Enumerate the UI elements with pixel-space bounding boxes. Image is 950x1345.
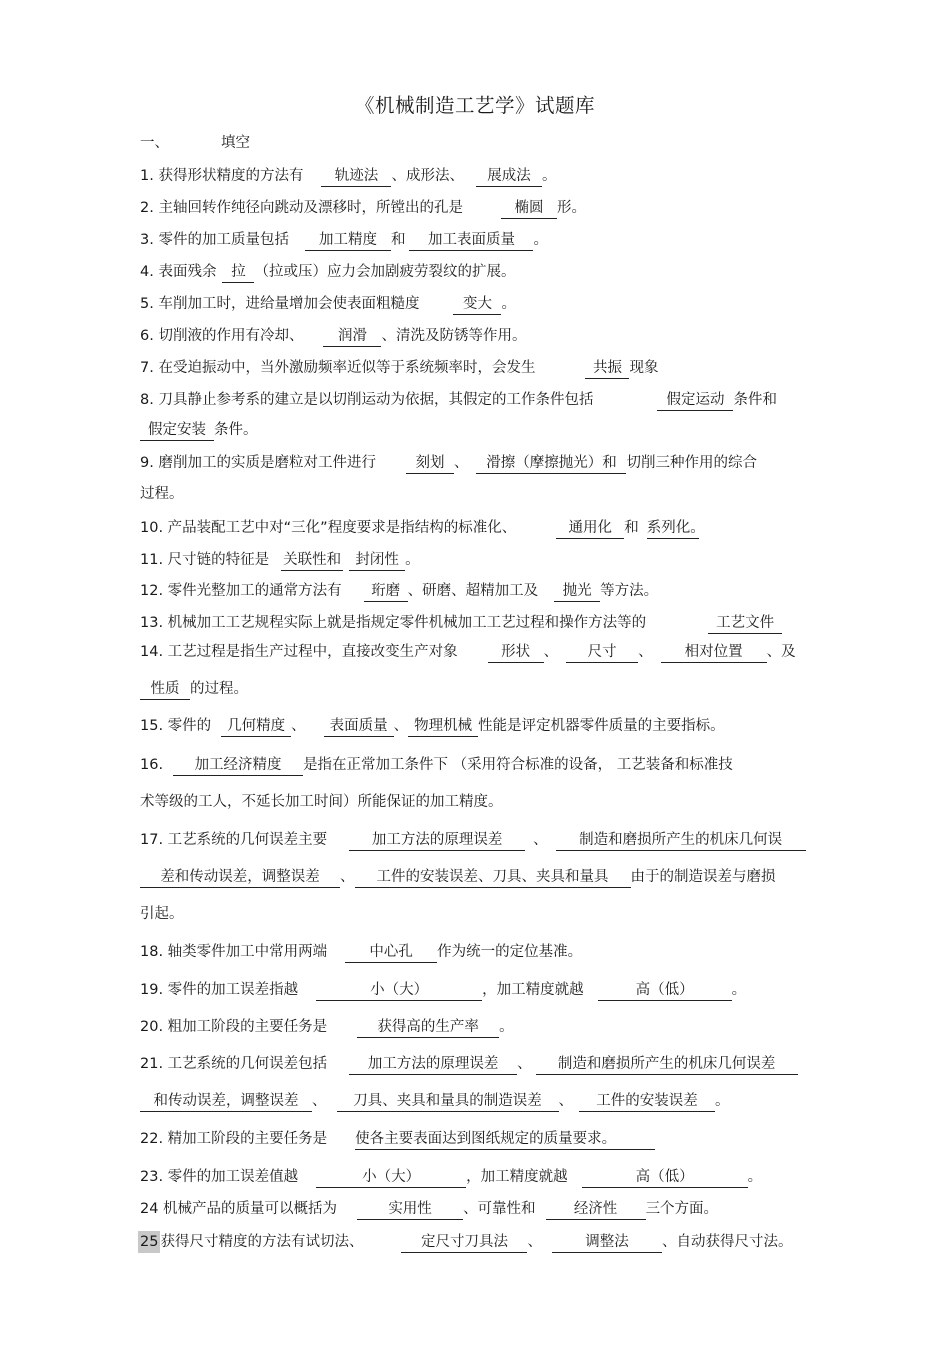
question-3 bbox=[140, 230, 548, 251]
answer-blank: 珩磨 bbox=[364, 582, 408, 602]
answer-blank: 展成法 bbox=[476, 167, 542, 187]
answer-blank: 高（低） bbox=[598, 981, 732, 1001]
question-text: 18. 轴类零件加工中常用两端 bbox=[140, 944, 328, 960]
answer-blank: 形状 bbox=[488, 643, 544, 663]
answer-blank: 小（大） bbox=[316, 981, 482, 1001]
question-text: 1. 获得形状精度的方法有 bbox=[140, 168, 304, 184]
answer-blank: 小（大） bbox=[316, 1168, 466, 1188]
answer-blank: 工艺文件 bbox=[708, 614, 782, 634]
question-text: 14. 工艺过程是指生产过程中，直接改变生产对象 bbox=[140, 644, 458, 660]
question-text: 、 bbox=[517, 1056, 532, 1072]
question-5 bbox=[140, 294, 516, 315]
question-16-line-2 bbox=[140, 792, 503, 812]
question-11 bbox=[140, 550, 420, 571]
question-text: 20. 粗加工阶段的主要任务是 bbox=[140, 1019, 328, 1035]
answer-blank: 假定安装 bbox=[140, 421, 214, 441]
answer-blank: 刻划 bbox=[406, 454, 454, 474]
answer-blank: 轨迹法 bbox=[321, 167, 391, 187]
answer-blank: 使各主要表面达到图纸规定的质量要求。 bbox=[355, 1130, 655, 1150]
question-text: 7. 在受迫振动中，当外激励频率近似等于系统频率时，会发生 bbox=[140, 360, 536, 376]
question-21-line-2 bbox=[140, 1091, 730, 1112]
question-text: 、 bbox=[638, 644, 653, 660]
question-text: 2. 主轴回转作纯径向跳动及漂移时，所镗出的孔是 bbox=[140, 200, 463, 216]
answer-blank: 定尺寸刀具法 bbox=[401, 1233, 527, 1253]
question-text: 17. 工艺系统的几何误差主要 bbox=[140, 832, 328, 848]
answer-blank: 共振 bbox=[585, 359, 629, 379]
answer-blank: 表面质量 bbox=[324, 717, 394, 737]
page-title: 《机械制造工艺学》试题库 bbox=[354, 94, 595, 117]
answer-blank: 实用性 bbox=[357, 1200, 463, 1220]
answer-blank: 封闭性 bbox=[349, 551, 405, 571]
question-text: 、 bbox=[533, 832, 548, 848]
question-text: 条件和 bbox=[733, 392, 777, 408]
question-text: 。 bbox=[405, 552, 420, 568]
question-17-line-1 bbox=[140, 830, 806, 851]
question-6 bbox=[140, 326, 526, 347]
question-text: 15. 零件的 bbox=[140, 718, 212, 734]
question-text: 4. 表面残余 bbox=[140, 264, 217, 280]
question-text: 术等级的工人，不延长加工时间）所能保证的加工精度。 bbox=[140, 794, 503, 810]
question-text: 13. 机械加工工艺规程实际上就是指规定零件机械加工工艺过程和操作方法等的 bbox=[140, 615, 647, 631]
question-18 bbox=[140, 942, 582, 963]
question-text: 9. 磨削加工的实质是磨粒对工件进行 bbox=[140, 455, 376, 471]
question-text: 12. 零件光整加工的通常方法有 bbox=[140, 583, 342, 599]
answer-blank: 工件的安装误差、刀具、夹具和量具 bbox=[355, 868, 631, 888]
answer-blank: 调整法 bbox=[552, 1233, 662, 1253]
answer-blank: 制造和磨损所产生的机床几何误差 bbox=[536, 1055, 798, 1075]
question-text: 引起。 bbox=[140, 906, 184, 922]
question-text: 、 bbox=[393, 718, 409, 734]
question-text: 、清洗及防锈等作用。 bbox=[381, 328, 527, 344]
answer-blank: 润滑 bbox=[323, 327, 381, 347]
answer-blank: 关联性和 bbox=[281, 551, 343, 571]
section-number: 一、 bbox=[140, 135, 169, 151]
question-text: 。 bbox=[533, 232, 548, 248]
question-text: 获得尺寸精度的方法有试切法、 bbox=[160, 1234, 364, 1250]
answer-blank: 制造和磨损所产生的机床几何误 bbox=[556, 831, 806, 851]
question-text: ，加工精度就越 bbox=[466, 1169, 568, 1185]
question-20 bbox=[140, 1017, 514, 1038]
question-text: 是指在正常加工条件下 （采用符合标准的设备， 工艺装备和标准技 bbox=[303, 757, 733, 773]
question-text: 21. 工艺系统的几何误差包括 bbox=[140, 1056, 328, 1072]
answer-blank: 物理机械 bbox=[408, 717, 478, 737]
answer-blank: 通用化 bbox=[556, 519, 624, 539]
answer-blank: 差和传动误差，调整误差 bbox=[140, 868, 340, 888]
answer-blank: 系列化。 bbox=[647, 519, 699, 539]
question-22 bbox=[140, 1129, 655, 1150]
question-23 bbox=[140, 1167, 762, 1188]
question-text: 、自动获得尺寸法。 bbox=[661, 1234, 793, 1250]
answer-blank: 工件的安装误差 bbox=[579, 1092, 715, 1112]
question-text: 、 bbox=[453, 455, 469, 471]
question-text: 三个方面。 bbox=[645, 1201, 719, 1217]
question-text: 、 bbox=[558, 1093, 573, 1109]
question-16-line-1 bbox=[140, 755, 733, 776]
question-text: 23. 零件的加工误差值越 bbox=[140, 1169, 299, 1185]
question-text: 22. 精加工阶段的主要任务是 bbox=[140, 1131, 328, 1147]
answer-blank: 相对位置 bbox=[661, 643, 767, 663]
question-text: ，加工精度就越 bbox=[482, 982, 584, 998]
answer-blank: 尺寸 bbox=[566, 643, 638, 663]
question-text: 、研磨、超精加工及 bbox=[407, 583, 539, 599]
question-text: 16. bbox=[140, 757, 164, 773]
question-text: 6. 切削液的作用有冷却、 bbox=[140, 328, 304, 344]
question-text: 、 bbox=[312, 1093, 327, 1109]
question-text: 、 bbox=[543, 644, 559, 660]
answer-blank: 加工经济精度 bbox=[173, 756, 303, 776]
answer-blank: 抛光 bbox=[554, 582, 600, 602]
answer-blank: 几何精度 bbox=[221, 717, 291, 737]
question-text: 11. 尺寸链的特征是 bbox=[140, 552, 270, 568]
answer-blank: 变大 bbox=[453, 295, 501, 315]
answer-blank: 刀具、夹具和量具的制造误差 bbox=[337, 1092, 559, 1112]
question-text: 。 bbox=[541, 168, 557, 184]
question-8-line-1 bbox=[140, 390, 777, 411]
question-17-line-3 bbox=[140, 904, 184, 924]
question-15 bbox=[140, 716, 725, 737]
question-text: 10. 产品装配工艺中对“三化”程度要求是指结构的标准化、 bbox=[140, 520, 517, 536]
question-2 bbox=[140, 198, 586, 219]
answer-blank: 中心孔 bbox=[345, 943, 437, 963]
answer-blank: 加工精度 bbox=[305, 231, 391, 251]
question-text: 24 机械产品的质量可以概括为 bbox=[140, 1201, 338, 1217]
question-1 bbox=[140, 166, 556, 187]
answer-blank: 获得高的生产率 bbox=[357, 1018, 499, 1038]
question-text: 。 bbox=[715, 1093, 730, 1109]
answer-blank: 拉 bbox=[222, 263, 254, 283]
question-14-line-2 bbox=[140, 679, 248, 700]
question-text: 。 bbox=[501, 296, 516, 312]
question-12 bbox=[140, 581, 658, 602]
question-text: 作为统一的定位基准。 bbox=[437, 944, 583, 960]
question-text: 切削三种作用的综合 bbox=[626, 455, 757, 471]
question-text: 由于的制造误差与磨损 bbox=[630, 869, 776, 885]
question-text: 和 bbox=[390, 232, 406, 248]
question-7 bbox=[140, 358, 658, 379]
question-9-line-2 bbox=[140, 484, 184, 504]
question-text: （拉或压）应力会加剧疲劳裂纹的扩展。 bbox=[254, 264, 516, 280]
question-8-line-2 bbox=[140, 420, 258, 441]
answer-blank: 假定运动 bbox=[657, 391, 733, 411]
answer-blank: 和传动误差，调整误差 bbox=[140, 1092, 312, 1112]
answer-blank: 椭圆 bbox=[501, 199, 557, 219]
question-text: 性能是评定机器零件质量的主要指标。 bbox=[478, 718, 725, 734]
question-24 bbox=[140, 1199, 718, 1220]
question-4 bbox=[140, 262, 515, 283]
question-10 bbox=[140, 518, 705, 539]
question-19 bbox=[140, 980, 746, 1001]
answer-blank: 加工方法的原理误差 bbox=[349, 1055, 517, 1075]
question-text: 形。 bbox=[556, 200, 586, 216]
answer-blank: 高（低） bbox=[582, 1168, 748, 1188]
question-25 bbox=[140, 1231, 792, 1253]
section-label: 填空 bbox=[221, 135, 250, 151]
question-text: 19. 零件的加工误差指越 bbox=[140, 982, 299, 998]
answer-blank: 滑擦（摩擦抛光）和 bbox=[476, 454, 626, 474]
question-text: 现象 bbox=[629, 360, 659, 376]
question-21-line-1 bbox=[140, 1054, 798, 1075]
question-13 bbox=[140, 613, 782, 634]
question-9-line-1 bbox=[140, 453, 757, 474]
question-text: 5. 车削加工时，进给量增加会使表面粗糙度 bbox=[140, 296, 420, 312]
question-text: 过程。 bbox=[140, 486, 184, 502]
question-14-line-1 bbox=[140, 642, 796, 663]
question-text: 、及 bbox=[766, 644, 796, 660]
question-text: 的过程。 bbox=[190, 681, 248, 697]
question-text: 、成形法、 bbox=[391, 168, 464, 184]
question-text: 3. 零件的加工质量包括 bbox=[140, 232, 289, 248]
section-heading bbox=[140, 133, 250, 153]
question-text: 条件。 bbox=[214, 422, 258, 438]
answer-blank: 加工表面质量 bbox=[409, 231, 533, 251]
question-text: 8. 刀具静止参考系的建立是以切削运动为依据，其假定的工作条件包括 bbox=[140, 392, 594, 408]
answer-blank: 性质 bbox=[140, 680, 190, 700]
question-text: 。 bbox=[731, 982, 747, 998]
question-17-line-2 bbox=[140, 867, 776, 888]
answer-blank: 加工方法的原理误差 bbox=[349, 831, 525, 851]
question-text: 、 bbox=[340, 869, 355, 885]
question-text: 。 bbox=[747, 1169, 763, 1185]
answer-blank: 经济性 bbox=[546, 1200, 646, 1220]
question-number-highlighted[interactable]: 25 bbox=[138, 1231, 160, 1253]
question-text: 等方法。 bbox=[600, 583, 659, 599]
question-text: 、可靠性和 bbox=[463, 1201, 536, 1217]
question-text: 、 bbox=[527, 1234, 542, 1250]
question-text: 和 bbox=[624, 520, 639, 536]
question-text: 。 bbox=[499, 1019, 514, 1035]
question-text: 、 bbox=[291, 718, 306, 734]
